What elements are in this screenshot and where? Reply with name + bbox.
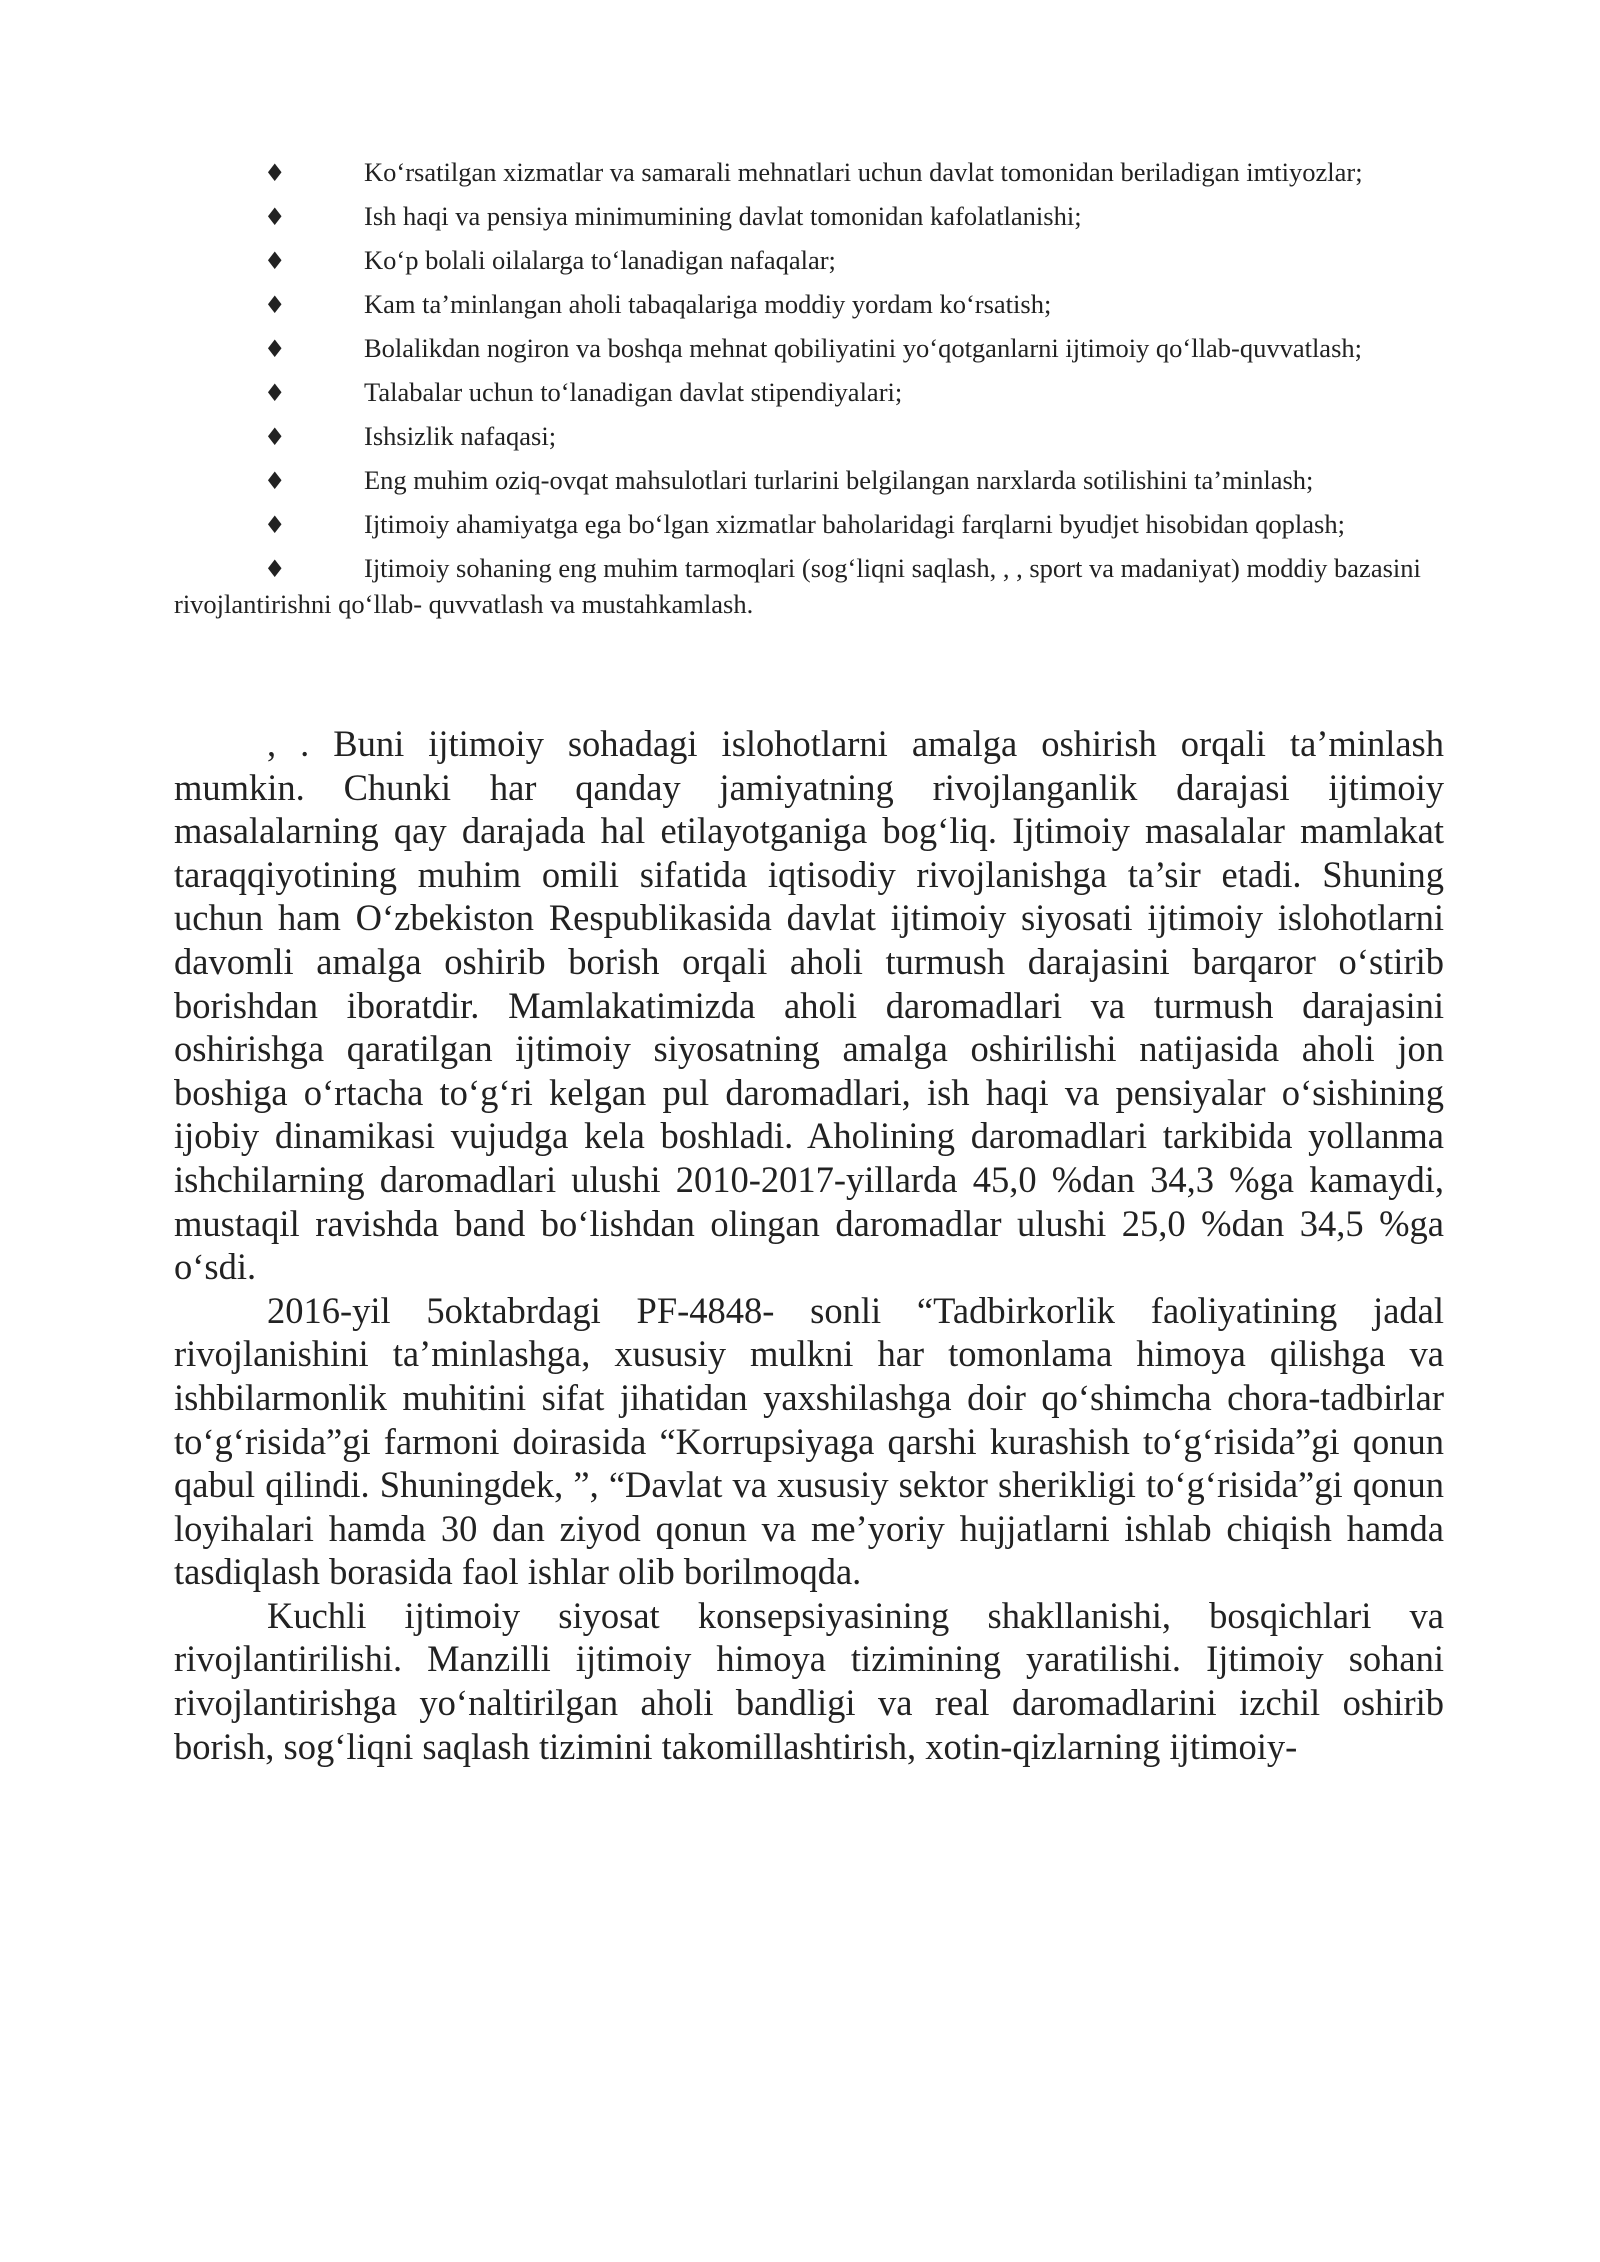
list-item-text: Ko‘p bolali oilalarga to‘lanadigan nafaqalar; [364, 245, 836, 275]
diamond-bullet-icon: ♦ [264, 423, 286, 451]
list-item [174, 463, 1444, 499]
diamond-bullet-icon: ♦ [264, 203, 286, 231]
list-item-text: Ishsizlik nafaqasi; [364, 421, 557, 451]
list-item [174, 375, 1444, 411]
paragraph: , . Buni ijtimoiy sohadagi islohotlarni amalga oshirish orqali ta’minlash mumkin. Chunki har qanday jamiyatning rivojlanganlik darajasi ijtimoiy masalalarning qay darajada hal etilayotganiga bog‘liq. Ijtimoiy masalalar mamlakat taraqqiyotining muhim omili sifatida iqtisodiy rivojlanishga ta’sir etadi. Shuning uchun ham O‘zbekiston Respublikasida davlat ijtimoiy siyosati ijtimoiy islohotlarni davomli amalga oshirib borish orqali aholi turmush darajasini barqaror o‘stirib borishdan iboratdir. Mamlakatimizda aholi daromadlari va turmush darajasini oshirishga qaratilgan ijtimoiy siyosatning amalga oshirilishi natijasida aholi jon boshiga o‘rtacha to‘g‘ri kelgan pul daromadlari, ish haqi va pensiyalar o‘sishining ijobiy dinamikasi vujudga kela boshladi. Aholining daromadlari tarkibida yollanma ishchilarning daromadlari ulushi 2010-2017-yillarda 45,0 %dan 34,3 %ga kamaydi, mustaqil ravishda band bo‘lishdan olingan daromadlar ulushi 25,0 %dan 34,5 %ga o‘sdi. [174, 723, 1444, 1288]
list-item-text: Ish haqi va pensiya minimumining davlat tomonidan kafolatlanishi; [364, 201, 1082, 231]
list-item-text: Kam ta’minlangan aholi tabaqalariga moddiy yordam ko‘rsatish; [364, 289, 1052, 319]
list-item [174, 507, 1444, 543]
paragraph: Kuchli ijtimoiy siyosat konsepsiyasining shakllanishi, bosqichlari va rivojlantirilishi. Manzilli ijtimoiy himoya tizimining yaratilishi. Ijtimoiy sohani rivojlantirishga yo‘naltirilgan aholi bandligi va real daromadlarini izchil oshirib borish, sog‘liqni saqlash tizimini takomillashtirish, xotin-qizlarning ijtimoiy- [174, 1594, 1444, 1767]
list-item-text: Ijtimoiy ahamiyatga ega bo‘lgan xizmatlar baholaridagi farqlarni byudjet hisobidan qoplash; [364, 509, 1345, 539]
diamond-bullet-icon: ♦ [264, 467, 286, 495]
list-item [174, 155, 1444, 191]
list-item [174, 287, 1444, 323]
list-item [174, 419, 1444, 455]
list-item [174, 243, 1444, 279]
diamond-bullet-icon: ♦ [264, 159, 286, 187]
diamond-bullet-icon: ♦ [264, 555, 286, 583]
bullet-list [174, 155, 1444, 630]
list-item-text: Bolalikdan nogiron va boshqa mehnat qobiliyatini yo‘qotganlarni ijtimoiy qo‘llab-quvvatlash; [364, 333, 1362, 363]
list-item-text: Talabalar uchun to‘lanadigan davlat stipendiyalari; [364, 377, 903, 407]
list-item-text: Eng muhim oziq-ovqat mahsulotlari turlarini belgilangan narxlarda sotilishini ta’minlash; [364, 465, 1314, 495]
paragraph: 2016-yil 5oktabrdagi PF-4848- sonli “Tadbirkorlik faoliyatining jadal rivojlanishini ta’minlashga, xususiy mulkni har tomonlama himoya qilishga va ishbilarmonlik muhitini sifat jihatidan yaxshilashga doir qo‘shimcha chora-tadbirlar to‘g‘risida”gi farmoni doirasida “Korrupsiyaga qarshi kurashish to‘g‘risida”gi qonun qabul qilindi. Shuningdek, ”, “Davlat va xususiy sektor sherikligi to‘g‘risida”gi qonun loyihalari hamda 30 dan ziyod qonun va me’yoriy hujjatlarni ishlab chiqish hamda tasdiqlash borasida faol ishlar olib borilmoqda. [174, 1289, 1444, 1593]
list-item [174, 331, 1444, 367]
diamond-bullet-icon: ♦ [264, 335, 286, 363]
list-item-text: Ijtimoiy sohaning eng muhim tarmoqlari (sog‘liqni saqlash, , , sport va madaniyat) moddiy bazasini rivojlantirishni qo‘llab- quvvatlash va mustahkamlash. [174, 553, 1421, 619]
list-item-text: Ko‘rsatilgan xizmatlar va samarali mehnatlari uchun davlat tomonidan beriladigan imtiyozlar; [364, 157, 1363, 187]
diamond-bullet-icon: ♦ [264, 291, 286, 319]
diamond-bullet-icon: ♦ [264, 511, 286, 539]
diamond-bullet-icon: ♦ [264, 379, 286, 407]
list-item [174, 551, 1444, 622]
diamond-bullet-icon: ♦ [264, 247, 286, 275]
body-text [174, 722, 1444, 1768]
list-item [174, 199, 1444, 235]
